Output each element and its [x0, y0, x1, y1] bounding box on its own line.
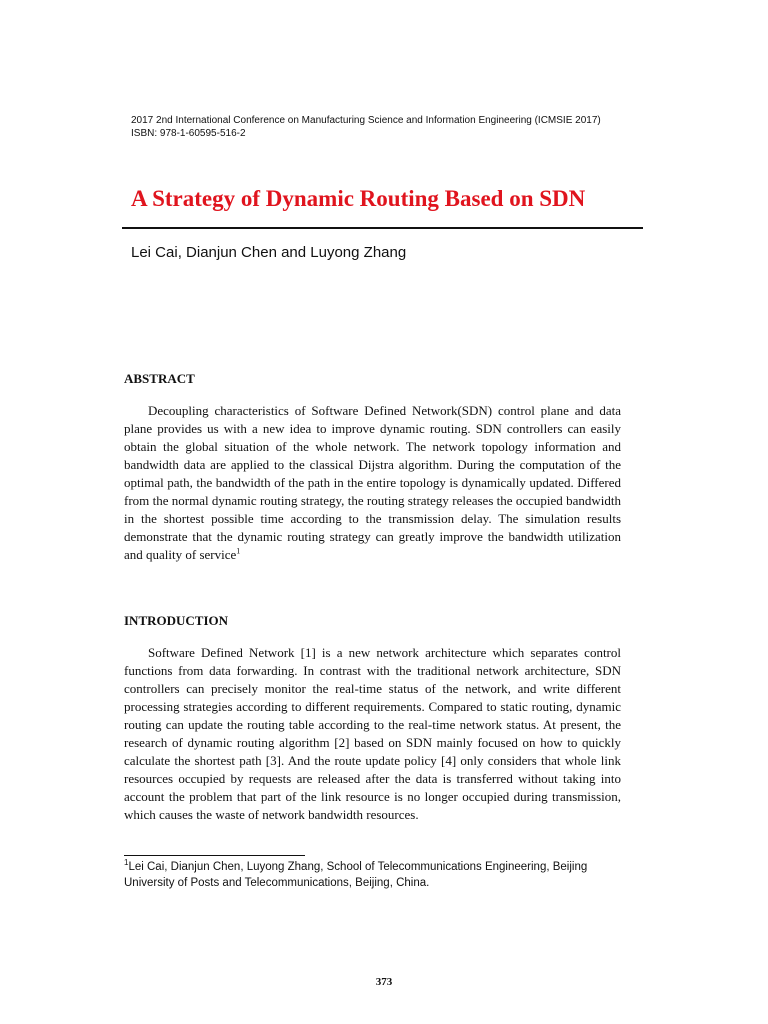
title-divider: [122, 227, 643, 229]
isbn: ISBN: 978-1-60595-516-2: [131, 128, 246, 139]
conference-header: [131, 114, 601, 140]
footnote-text: Lei Cai, Dianjun Chen, Luyong Zhang, School of Telecommunications Engineering, Beijing University of Posts and Telecommunications, Beijing, China.: [124, 861, 588, 889]
abstract-footnote-mark: 1: [236, 546, 241, 556]
conference-name: 2017 2nd International Conference on Manufacturing Science and Information Engineering (ICMSIE 2017): [131, 115, 601, 126]
page-number: 373: [375, 976, 393, 988]
introduction-paragraph: Software Defined Network [1] is a new network architecture which separates control functions from data forwarding. In contrast with the traditional network architecture, SDN controllers can precisely monitor the real-time status of the network, and write different processing strategies according to different requirements. Compared to static routing, dynamic routing can update the routing table according to the real-time network status. At present, the research of dynamic routing algorithm [2] based on SDN mainly focused on how to quickly calculate the shortest path [3]. And the route update policy [4] only considers that whole link resources occupied by requests are released after the data is transferred without taking into account the problem that part of the link resource is no longer occupied during transmission, which causes the waste of network bandwidth resources.: [124, 645, 621, 822]
abstract-paragraph: [124, 402, 621, 564]
footnote-divider: [124, 855, 305, 856]
author-list: Lei Cai, Dianjun Chen and Luyong Zhang: [131, 244, 407, 261]
paper-title: A Strategy of Dynamic Routing Based on SDN: [131, 186, 586, 211]
footnote-mark: 1: [124, 858, 129, 868]
abstract-text: Decoupling characteristics of Software Defined Network(SDN) control plane and data plane provides us with a new idea to improve dynamic routing. SDN controllers can easily obtain the global situation of the whole network. The network topology information and bandwidth data are applied to the classical Dijstra algorithm. During the computation of the optimal path, the bandwidth of the path in the entire topology is dynamically updated. Differed from the normal dynamic routing strategy, the routing strategy releases the occupied bandwidth in the shortest possible time according to the transmission delay. The simulation results demonstrate that the dynamic routing strategy can greatly improve the bandwidth utilization and quality of service: [124, 403, 621, 562]
introduction-heading: INTRODUCTION: [124, 613, 229, 628]
footnote: [124, 859, 624, 891]
abstract-heading: ABSTRACT: [124, 371, 195, 386]
